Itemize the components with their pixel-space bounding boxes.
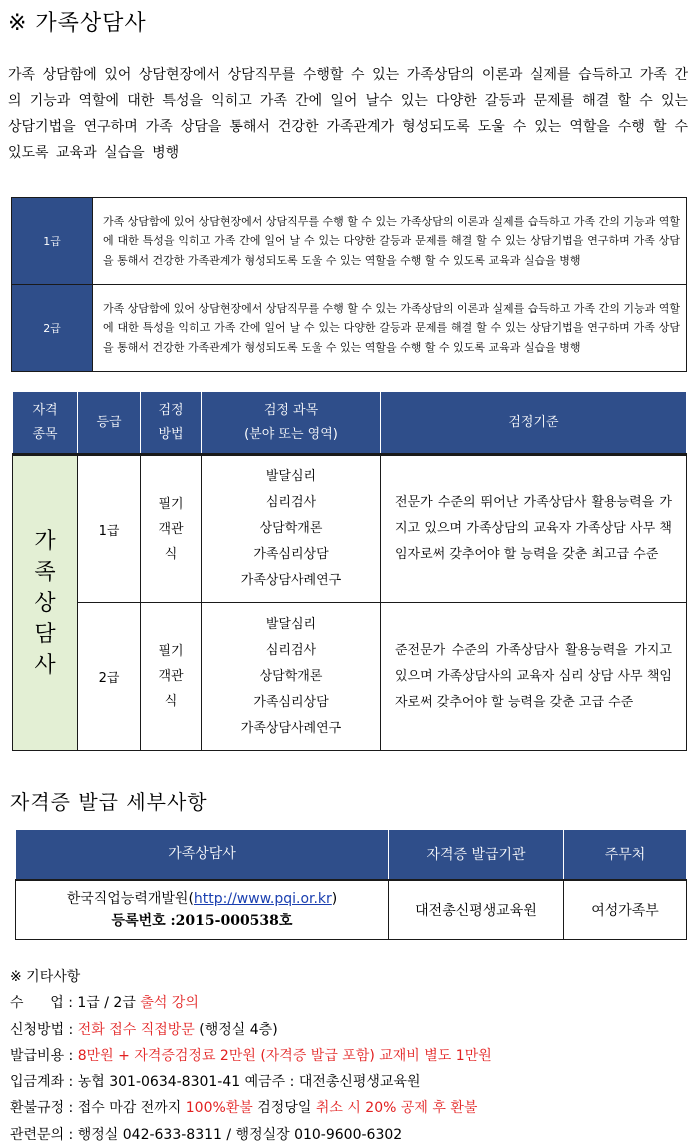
issuer-cell: 대전총신평생교육원 [389,880,564,940]
level-row [12,198,687,285]
subject-item: 심리검사 [265,642,317,658]
kind-char: 가 [34,528,56,554]
header-grade: 등급 [78,392,141,455]
misc-row-refund [10,1095,492,1121]
header-subject [202,392,381,455]
misc-label: 수 업 [10,995,64,1012]
agency-name: 한국직업능력개발원( [66,890,194,907]
level-description: 가족 상담함에 있어 상담현장에서 상담직무를 수행 할 수 있는 가족상담의 이론과 실제를 습득하고 가족 간의 기능과 역할에 대한 특성을 익히고 가족 간에 일어 날 수 있는 다양한 갈등과 문제를 해결 할 수 있는 상담기법을 연구하며 가족 상담을 통해서 건강한 가족관계가 형성되도록 도울 수 있는 역할을 수행 할 수 있도록 교육과 실습을 병행 [93,198,687,285]
subject-item: 가족심리상담 [253,694,329,710]
subject-cell [202,603,381,751]
kind-char: 담 [34,621,56,647]
criteria-cell: 준전문가 수준의 가족상담사 활용능력을 가지고 있으며 가족상담사의 교육자 심리 상담 사무 책임자로써 갖추어야 할 능력을 갖춘 고급 수준 [381,603,687,751]
subject-item: 상담학개론 [259,668,323,684]
misc-value: : 1급 / 2급 [63,995,141,1012]
agency-line [16,888,388,910]
header-qualification: 가족상담사 [16,830,389,880]
issue-row [16,880,687,940]
intro-paragraph: 가족 상담함에 있어 상담현장에서 상담직무를 수행할 수 있는 가족상담의 이론과 실제를 습득하고 가족 간의 기능과 역할에 대한 특성을 익히고 가족 간에 일어 날수 있는 다양한 갈등과 문제를 해결 할 수 있는 상담기법을 연구하며 가족 상담을 통해서 건강한 가족관계가 형성되도록 도울 수 있는 역할을 수행 할 수 있도록 교육과 실습을 병행 [8,67,688,161]
subject-item: 상담학개론 [259,521,323,536]
agency-cell [16,880,389,940]
misc-value-highlight: 전화 접수 직접방문 [77,1021,195,1038]
misc-label: 발급비용 [10,1047,65,1064]
method-line: 식 [164,694,178,709]
misc-value: (행정실 4층) [194,1021,278,1038]
agency-suffix: ) [331,890,338,907]
subject-item: 발달심리 [265,469,317,484]
header-ministry: 주무처 [564,830,687,880]
misc-label: 관련문의 [10,1126,65,1143]
header-issuer: 자격증 발급기관 [389,830,564,880]
issue-section-title: 자격증 발급 세부사항 [10,790,208,814]
misc-value-highlight: 100%환불 [185,1100,253,1117]
misc-value: : 접수 마감 전까지 [64,1100,186,1117]
method-line: 객관 [158,669,184,684]
misc-row-account [10,1069,492,1095]
ministry-cell: 여성가족부 [564,880,687,940]
qualification-kind [13,455,78,751]
method-cell [141,603,202,751]
subject-item: 가족상담사례연구 [240,573,342,588]
subject-item: 가족상담사례연구 [240,720,342,736]
header-method [141,392,202,455]
misc-value: : 농협 301-0634-8301-41 예금주 : 대전총신평생교육원 [64,1074,421,1091]
method-line: 객관 [158,521,184,537]
level-label: 2급 [12,285,93,372]
registration-number: 등록번호 :2015-000538호 [111,912,293,929]
header-kind-line2: 종목 [32,426,58,442]
level-description: 가족 상담함에 있어 상담현장에서 상담직무를 수행 할 수 있는 가족상담의 이론과 실제를 습득하고 가족 간의 기능과 역할에 대한 특성을 익히고 가족 간에 일어 날 수 있는 다양한 갈등과 문제를 해결 할 수 있는 상담기법을 연구하며 가족 상담을 통해서 건강한 가족관계가 형성되도록 도울 수 있는 역할을 수행 할 수 있도록 교육과 실습을 병행 [93,285,687,372]
misc-value: : [64,1021,78,1038]
page-title: ※ 가족상담사 [8,11,147,36]
criteria-cell: 전문가 수준의 뛰어난 가족상담사 활용능력을 가지고 있으며 가족상담의 교육자 가족상담 사무 책임자로써 갖추어야 할 능력을 갖춘 최고급 수준 [381,455,687,603]
header-kind [13,392,78,455]
misc-label: 환불규정 [10,1100,65,1117]
misc-info [10,964,492,1143]
misc-heading: ※ 기타사항 [10,969,81,985]
misc-label: 신청방법 [10,1021,65,1038]
header-kind-line1: 자격 [32,402,58,418]
misc-row-class [10,990,492,1016]
misc-value: : 행정실 042-633-8311 / 행정실장 010-9600-6302 [64,1126,403,1143]
misc-row-fee [10,1043,492,1069]
header-subject-line2: (분야 또는 영역) [244,426,338,442]
subject-item: 심리검사 [265,495,317,510]
level-description-table [11,197,687,372]
misc-label: 입금계좌 [10,1074,65,1091]
method-line: 필기 [158,644,184,659]
issue-table [15,829,687,940]
grade-cell: 1급 [78,455,141,603]
level-label: 1급 [12,198,93,285]
misc-row-contact [10,1122,492,1143]
subject-cell [202,455,381,603]
misc-row-apply [10,1017,492,1043]
qualification-table [12,391,687,751]
header-method-line2: 방법 [158,426,184,442]
grade-cell: 2급 [78,603,141,751]
kind-char: 족 [34,559,56,585]
header-method-line1: 검정 [158,402,184,418]
misc-value-highlight: 8만원 + 자격증검정료 2만원 (자격증 발급 포함) 교재비 별도 1만원 [77,1047,492,1064]
kind-char: 상 [34,590,56,616]
qualification-header-row [13,392,687,455]
method-line: 필기 [158,496,184,512]
misc-value: 검정당일 [252,1100,316,1117]
header-criteria: 검정기준 [381,392,687,455]
issue-header-row [16,830,687,880]
level-row [12,285,687,372]
method-line: 식 [164,546,178,562]
qualification-row [13,603,687,751]
qualification-row [13,455,687,603]
subject-item: 가족심리상담 [253,547,329,562]
method-cell [141,455,202,603]
misc-value-highlight: 취소 시 20% 공제 후 환불 [315,1100,478,1117]
header-subject-line1: 검정 과목 [263,402,319,418]
misc-value-highlight: 출석 강의 [140,995,199,1012]
misc-value: : [64,1047,78,1064]
subject-item: 발달심리 [265,616,317,632]
agency-link[interactable]: http://www.pqi.or.kr [193,890,332,907]
kind-char: 사 [34,652,56,678]
